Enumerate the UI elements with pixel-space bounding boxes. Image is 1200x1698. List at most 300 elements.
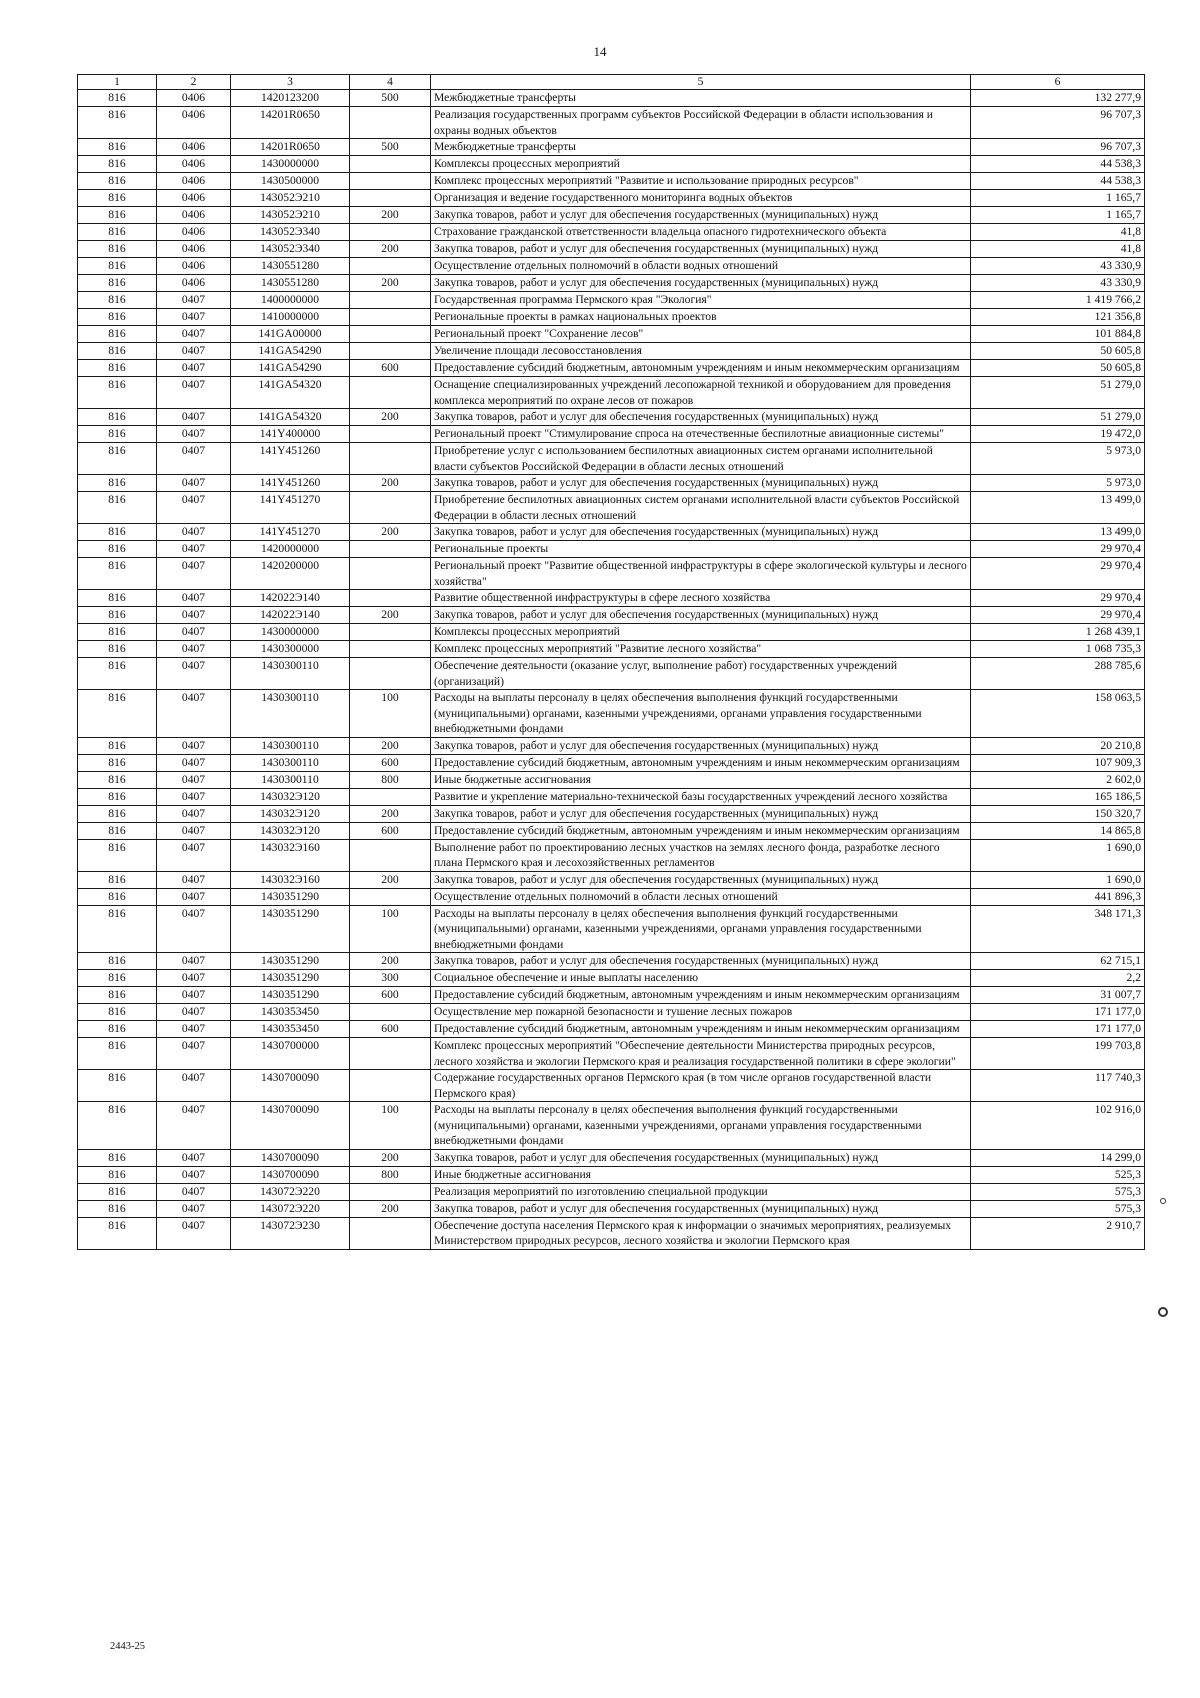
cell-section-code: 0406 [157,173,231,190]
cell-name: Иные бюджетные ассигнования [431,1166,971,1183]
cell-target-code: 141GA54320 [231,377,350,409]
cell-amount: 1 419 766,2 [971,292,1145,309]
cell-section-code: 0407 [157,1183,231,1200]
cell-target-code: 1430551280 [231,258,350,275]
cell-section-code: 0406 [157,139,231,156]
table-row [78,658,1145,690]
cell-expense-type [350,309,431,326]
cell-section-code: 0406 [157,90,231,107]
cell-admin-code: 816 [78,1166,157,1183]
cell-expense-type: 200 [350,275,431,292]
cell-section-code: 0407 [157,839,231,871]
cell-expense-type [350,156,431,173]
cell-name: Закупка товаров, работ и услуг для обеспечения государственных (муниципальных) нужд [431,1149,971,1166]
cell-expense-type [350,1038,431,1070]
cell-section-code: 0407 [157,492,231,524]
cell-name: Региональные проекты в рамках национальных проектов [431,309,971,326]
cell-amount: 199 703,8 [971,1038,1145,1070]
table-row [78,970,1145,987]
table-row [78,1004,1145,1021]
cell-name: Закупка товаров, работ и услуг для обеспечения государственных (муниципальных) нужд [431,607,971,624]
cell-amount: 50 605,8 [971,360,1145,377]
cell-name: Обеспечение доступа населения Пермского края к информации о значимых мероприятиях, реализуемых Министерством природных ресурсов, лесного хозяйства и экологии Пермского края [431,1217,971,1249]
table-row [78,624,1145,641]
table-row [78,275,1145,292]
cell-name: Закупка товаров, работ и услуг для обеспечения государственных (муниципальных) нужд [431,805,971,822]
table-row [78,737,1145,754]
cell-target-code: 141GA54320 [231,409,350,426]
cell-amount: 101 884,8 [971,326,1145,343]
cell-expense-type [350,190,431,207]
table-row [78,224,1145,241]
cell-admin-code: 816 [78,1149,157,1166]
cell-admin-code: 816 [78,607,157,624]
cell-admin-code: 816 [78,690,157,738]
cell-admin-code: 816 [78,737,157,754]
cell-admin-code: 816 [78,905,157,953]
scan-mark [1160,1198,1166,1204]
table-row [78,475,1145,492]
cell-expense-type: 200 [350,953,431,970]
cell-expense-type [350,590,431,607]
table-row [78,953,1145,970]
cell-admin-code: 816 [78,90,157,107]
cell-admin-code: 816 [78,409,157,426]
cell-amount: 1 268 439,1 [971,624,1145,641]
cell-expense-type: 200 [350,1200,431,1217]
table-row [78,987,1145,1004]
scan-mark [1158,1307,1168,1317]
cell-target-code: 143032Э120 [231,822,350,839]
cell-expense-type [350,658,431,690]
cell-amount: 348 171,3 [971,905,1145,953]
cell-admin-code: 816 [78,590,157,607]
table-row [78,426,1145,443]
cell-admin-code: 816 [78,139,157,156]
table-row [78,326,1145,343]
cell-name: Межбюджетные трансферты [431,139,971,156]
cell-section-code: 0407 [157,309,231,326]
cell-name: Комплекс процессных мероприятий "Развитие лесного хозяйства" [431,641,971,658]
cell-expense-type: 200 [350,241,431,258]
cell-expense-type: 200 [350,871,431,888]
cell-name: Региональный проект "Стимулирование спроса на отечественные беспилотные авиационные системы" [431,426,971,443]
cell-section-code: 0406 [157,107,231,139]
cell-target-code: 141Y451270 [231,492,350,524]
cell-section-code: 0407 [157,426,231,443]
cell-name: Реализация мероприятий по изготовлению специальной продукции [431,1183,971,1200]
cell-expense-type [350,426,431,443]
page-number: 14 [593,44,607,59]
cell-expense-type: 200 [350,737,431,754]
table-row [78,1021,1145,1038]
cell-name: Государственная программа Пермского края "Экология" [431,292,971,309]
table-row [78,90,1145,107]
cell-target-code: 1430300110 [231,737,350,754]
cell-admin-code: 816 [78,1038,157,1070]
cell-admin-code: 816 [78,888,157,905]
cell-target-code: 141Y451270 [231,524,350,541]
cell-section-code: 0407 [157,888,231,905]
cell-admin-code: 816 [78,224,157,241]
cell-name: Закупка товаров, работ и услуг для обеспечения государственных (муниципальных) нужд [431,241,971,258]
table-row [78,156,1145,173]
cell-section-code: 0406 [157,241,231,258]
cell-amount: 1 165,7 [971,207,1145,224]
cell-section-code: 0407 [157,737,231,754]
cell-section-code: 0407 [157,1038,231,1070]
cell-admin-code: 816 [78,987,157,1004]
table-row [78,541,1145,558]
cell-name: Закупка товаров, работ и услуг для обеспечения государственных (муниципальных) нужд [431,953,971,970]
cell-target-code: 1430700000 [231,1038,350,1070]
cell-section-code: 0407 [157,558,231,590]
cell-admin-code: 816 [78,443,157,475]
cell-amount: 288 785,6 [971,658,1145,690]
cell-admin-code: 816 [78,624,157,641]
table-row [78,139,1145,156]
cell-section-code: 0406 [157,190,231,207]
cell-amount: 158 063,5 [971,690,1145,738]
cell-admin-code: 816 [78,641,157,658]
header-col-5: 5 [431,75,971,90]
cell-admin-code: 816 [78,788,157,805]
cell-target-code: 141Y451260 [231,443,350,475]
cell-amount: 165 186,5 [971,788,1145,805]
cell-target-code: 143032Э160 [231,871,350,888]
cell-amount: 14 299,0 [971,1149,1145,1166]
cell-admin-code: 816 [78,377,157,409]
cell-name: Приобретение услуг с использованием беспилотных авиационных систем органами исполнительной власти субъектов Российской Федерации в области лесных отношений [431,443,971,475]
cell-target-code: 141Y400000 [231,426,350,443]
cell-amount: 2 910,7 [971,1217,1145,1249]
cell-amount: 575,3 [971,1200,1145,1217]
cell-section-code: 0407 [157,524,231,541]
cell-name: Приобретение беспилотных авиационных систем органами исполнительной власти субъектов Российской Федерации в области лесных отношений [431,492,971,524]
cell-expense-type [350,788,431,805]
cell-name: Комплекс процессных мероприятий "Развитие и использование природных ресурсов" [431,173,971,190]
cell-section-code: 0406 [157,275,231,292]
cell-name: Закупка товаров, работ и услуг для обеспечения государственных (муниципальных) нужд [431,1200,971,1217]
cell-section-code: 0407 [157,624,231,641]
cell-amount: 121 356,8 [971,309,1145,326]
cell-target-code: 14201R0650 [231,107,350,139]
cell-admin-code: 816 [78,953,157,970]
cell-expense-type [350,888,431,905]
cell-target-code: 1430351290 [231,987,350,1004]
cell-amount: 20 210,8 [971,737,1145,754]
cell-amount: 43 330,9 [971,275,1145,292]
cell-admin-code: 816 [78,292,157,309]
cell-name: Межбюджетные трансферты [431,90,971,107]
cell-name: Закупка товаров, работ и услуг для обеспечения государственных (муниципальных) нужд [431,524,971,541]
table-row [78,1038,1145,1070]
cell-expense-type [350,541,431,558]
cell-name: Оснащение специализированных учреждений лесопожарной техникой и оборудованием для проведения комплекса мероприятий по охране лесов от пожаров [431,377,971,409]
cell-target-code: 1430700090 [231,1166,350,1183]
table-row [78,1166,1145,1183]
cell-amount: 1 690,0 [971,871,1145,888]
table-row [78,871,1145,888]
cell-section-code: 0407 [157,771,231,788]
cell-target-code: 1420200000 [231,558,350,590]
cell-target-code: 1430500000 [231,173,350,190]
cell-admin-code: 816 [78,190,157,207]
cell-amount: 13 499,0 [971,524,1145,541]
cell-target-code: 143052Э340 [231,241,350,258]
cell-target-code: 141Y451260 [231,475,350,492]
header-col-3: 3 [231,75,350,90]
budget-table [77,74,1145,1250]
cell-amount: 171 177,0 [971,1021,1145,1038]
cell-section-code: 0407 [157,1021,231,1038]
cell-section-code: 0407 [157,443,231,475]
cell-amount: 51 279,0 [971,377,1145,409]
cell-name: Содержание государственных органов Пермского края (в том числе органов государственной власти Пермского края) [431,1070,971,1102]
table-row [78,173,1145,190]
cell-section-code: 0407 [157,377,231,409]
cell-expense-type [350,107,431,139]
cell-amount: 132 277,9 [971,90,1145,107]
cell-target-code: 1430351290 [231,905,350,953]
cell-name: Закупка товаров, работ и услуг для обеспечения государственных (муниципальных) нужд [431,275,971,292]
table-row [78,1070,1145,1102]
cell-section-code: 0407 [157,1166,231,1183]
cell-name: Закупка товаров, работ и услуг для обеспечения государственных (муниципальных) нужд [431,475,971,492]
cell-amount: 2,2 [971,970,1145,987]
cell-name: Осуществление отдельных полномочий в области лесных отношений [431,888,971,905]
cell-section-code: 0407 [157,343,231,360]
cell-target-code: 1430000000 [231,624,350,641]
table-row [78,443,1145,475]
cell-amount: 43 330,9 [971,258,1145,275]
cell-target-code: 143032Э120 [231,805,350,822]
cell-admin-code: 816 [78,970,157,987]
cell-section-code: 0407 [157,360,231,377]
cell-name: Расходы на выплаты персоналу в целях обеспечения выполнения функций государственными (муниципальными) органами, казенными учреждениями, органами управления государственными внебюджетными фондами [431,690,971,738]
cell-amount: 5 973,0 [971,443,1145,475]
cell-admin-code: 816 [78,107,157,139]
cell-amount: 29 970,4 [971,558,1145,590]
table-row [78,590,1145,607]
cell-name: Организация и ведение государственного мониторинга водных объектов [431,190,971,207]
cell-amount: 117 740,3 [971,1070,1145,1102]
table-row [78,641,1145,658]
cell-expense-type [350,492,431,524]
cell-target-code: 143052Э210 [231,207,350,224]
cell-target-code: 1430353450 [231,1021,350,1038]
cell-admin-code: 816 [78,822,157,839]
table-row [78,1102,1145,1150]
cell-name: Выполнение работ по проектированию лесных участков на землях лесного фонда, разработке лесного плана Пермского края и лесохозяйственных регламентов [431,839,971,871]
table-body [78,90,1145,1250]
cell-expense-type: 200 [350,207,431,224]
cell-name: Социальное обеспечение и иные выплаты населению [431,970,971,987]
cell-admin-code: 816 [78,541,157,558]
cell-expense-type [350,258,431,275]
cell-amount: 41,8 [971,224,1145,241]
cell-expense-type: 800 [350,771,431,788]
cell-target-code: 143072Э220 [231,1183,350,1200]
cell-target-code: 14201R0650 [231,139,350,156]
cell-target-code: 141GA54290 [231,343,350,360]
cell-amount: 1 690,0 [971,839,1145,871]
cell-target-code: 1430551280 [231,275,350,292]
table-row [78,1149,1145,1166]
cell-admin-code: 816 [78,241,157,258]
table-row [78,492,1145,524]
cell-expense-type [350,624,431,641]
cell-target-code: 141GA00000 [231,326,350,343]
cell-section-code: 0407 [157,641,231,658]
cell-amount: 575,3 [971,1183,1145,1200]
cell-section-code: 0407 [157,754,231,771]
table-header-row [78,75,1145,90]
cell-admin-code: 816 [78,1183,157,1200]
cell-admin-code: 816 [78,839,157,871]
cell-expense-type: 600 [350,822,431,839]
cell-expense-type: 500 [350,139,431,156]
cell-section-code: 0407 [157,1200,231,1217]
cell-section-code: 0406 [157,258,231,275]
cell-section-code: 0407 [157,1102,231,1150]
table-row [78,822,1145,839]
cell-section-code: 0407 [157,871,231,888]
cell-expense-type [350,343,431,360]
cell-target-code: 1430000000 [231,156,350,173]
cell-amount: 44 538,3 [971,173,1145,190]
cell-name: Обеспечение деятельности (оказание услуг, выполнение работ) государственных учреждений (организаций) [431,658,971,690]
cell-target-code: 142022Э140 [231,590,350,607]
table-row [78,524,1145,541]
table-row [78,258,1145,275]
cell-target-code: 143052Э340 [231,224,350,241]
cell-name: Региональные проекты [431,541,971,558]
cell-name: Расходы на выплаты персоналу в целях обеспечения выполнения функций государственными (муниципальными) органами, казенными учреждениями, органами управления государственными внебюджетными фондами [431,1102,971,1150]
cell-expense-type: 200 [350,524,431,541]
header-col-2: 2 [157,75,231,90]
cell-amount: 441 896,3 [971,888,1145,905]
cell-admin-code: 816 [78,275,157,292]
cell-name: Развитие общественной инфраструктуры в сфере лесного хозяйства [431,590,971,607]
cell-amount: 62 715,1 [971,953,1145,970]
cell-expense-type [350,558,431,590]
cell-target-code: 143072Э220 [231,1200,350,1217]
cell-section-code: 0407 [157,607,231,624]
cell-target-code: 1420000000 [231,541,350,558]
cell-amount: 51 279,0 [971,409,1145,426]
cell-admin-code: 816 [78,805,157,822]
cell-section-code: 0406 [157,207,231,224]
cell-expense-type: 600 [350,360,431,377]
cell-amount: 525,3 [971,1166,1145,1183]
cell-expense-type [350,1070,431,1102]
cell-target-code: 143052Э210 [231,190,350,207]
cell-section-code: 0407 [157,953,231,970]
cell-target-code: 1430700090 [231,1070,350,1102]
cell-admin-code: 816 [78,871,157,888]
cell-target-code: 1430300110 [231,771,350,788]
cell-target-code: 1430700090 [231,1149,350,1166]
table-row [78,343,1145,360]
cell-amount: 44 538,3 [971,156,1145,173]
cell-expense-type [350,326,431,343]
cell-target-code: 1430351290 [231,953,350,970]
cell-target-code: 1430353450 [231,1004,350,1021]
cell-admin-code: 816 [78,658,157,690]
cell-name: Региональный проект "Сохранение лесов" [431,326,971,343]
cell-admin-code: 816 [78,492,157,524]
cell-target-code: 1430300000 [231,641,350,658]
cell-expense-type: 200 [350,1149,431,1166]
cell-admin-code: 816 [78,524,157,541]
cell-name: Осуществление отдельных полномочий в области водных отношений [431,258,971,275]
cell-admin-code: 816 [78,173,157,190]
table-row [78,905,1145,953]
cell-name: Комплекс процессных мероприятий "Обеспечение деятельности Министерства природных ресурсов, лесного хозяйства и экологии Пермского края и реализация государственной политики в сфере экологии" [431,1038,971,1070]
cell-name: Закупка товаров, работ и услуг для обеспечения государственных (муниципальных) нужд [431,409,971,426]
cell-target-code: 1430300110 [231,690,350,738]
cell-target-code: 1430300110 [231,754,350,771]
table-row [78,309,1145,326]
cell-amount: 96 707,3 [971,107,1145,139]
cell-name: Предоставление субсидий бюджетным, автономным учреждениям и иным некоммерческим организациям [431,754,971,771]
cell-name: Закупка товаров, работ и услуг для обеспечения государственных (муниципальных) нужд [431,871,971,888]
table-row [78,207,1145,224]
cell-section-code: 0407 [157,1217,231,1249]
cell-name: Закупка товаров, работ и услуг для обеспечения государственных (муниципальных) нужд [431,207,971,224]
cell-amount: 171 177,0 [971,1004,1145,1021]
cell-section-code: 0407 [157,590,231,607]
cell-admin-code: 816 [78,1021,157,1038]
cell-section-code: 0407 [157,788,231,805]
cell-expense-type [350,641,431,658]
header-col-6: 6 [971,75,1145,90]
cell-amount: 107 909,3 [971,754,1145,771]
cell-amount: 31 007,7 [971,987,1145,1004]
cell-admin-code: 816 [78,258,157,275]
document-code: 2443-25 [110,1641,145,1652]
cell-admin-code: 816 [78,309,157,326]
cell-amount: 50 605,8 [971,343,1145,360]
cell-admin-code: 816 [78,426,157,443]
table-row [78,754,1145,771]
cell-expense-type [350,292,431,309]
cell-target-code: 1430351290 [231,970,350,987]
cell-section-code: 0407 [157,409,231,426]
cell-expense-type [350,1004,431,1021]
table-row [78,292,1145,309]
cell-admin-code: 816 [78,771,157,788]
cell-target-code: 1430351290 [231,888,350,905]
cell-name: Комплексы процессных мероприятий [431,156,971,173]
cell-expense-type: 100 [350,905,431,953]
cell-expense-type: 200 [350,409,431,426]
cell-name: Осуществление мер пожарной безопасности и тушение лесных пожаров [431,1004,971,1021]
cell-amount: 29 970,4 [971,590,1145,607]
cell-amount: 19 472,0 [971,426,1145,443]
cell-expense-type [350,1217,431,1249]
cell-expense-type [350,1183,431,1200]
cell-section-code: 0407 [157,822,231,839]
cell-name: Закупка товаров, работ и услуг для обеспечения государственных (муниципальных) нужд [431,737,971,754]
cell-amount: 1 165,7 [971,190,1145,207]
cell-amount: 96 707,3 [971,139,1145,156]
cell-target-code: 1410000000 [231,309,350,326]
cell-target-code: 142022Э140 [231,607,350,624]
cell-target-code: 1430700090 [231,1102,350,1150]
cell-admin-code: 816 [78,343,157,360]
